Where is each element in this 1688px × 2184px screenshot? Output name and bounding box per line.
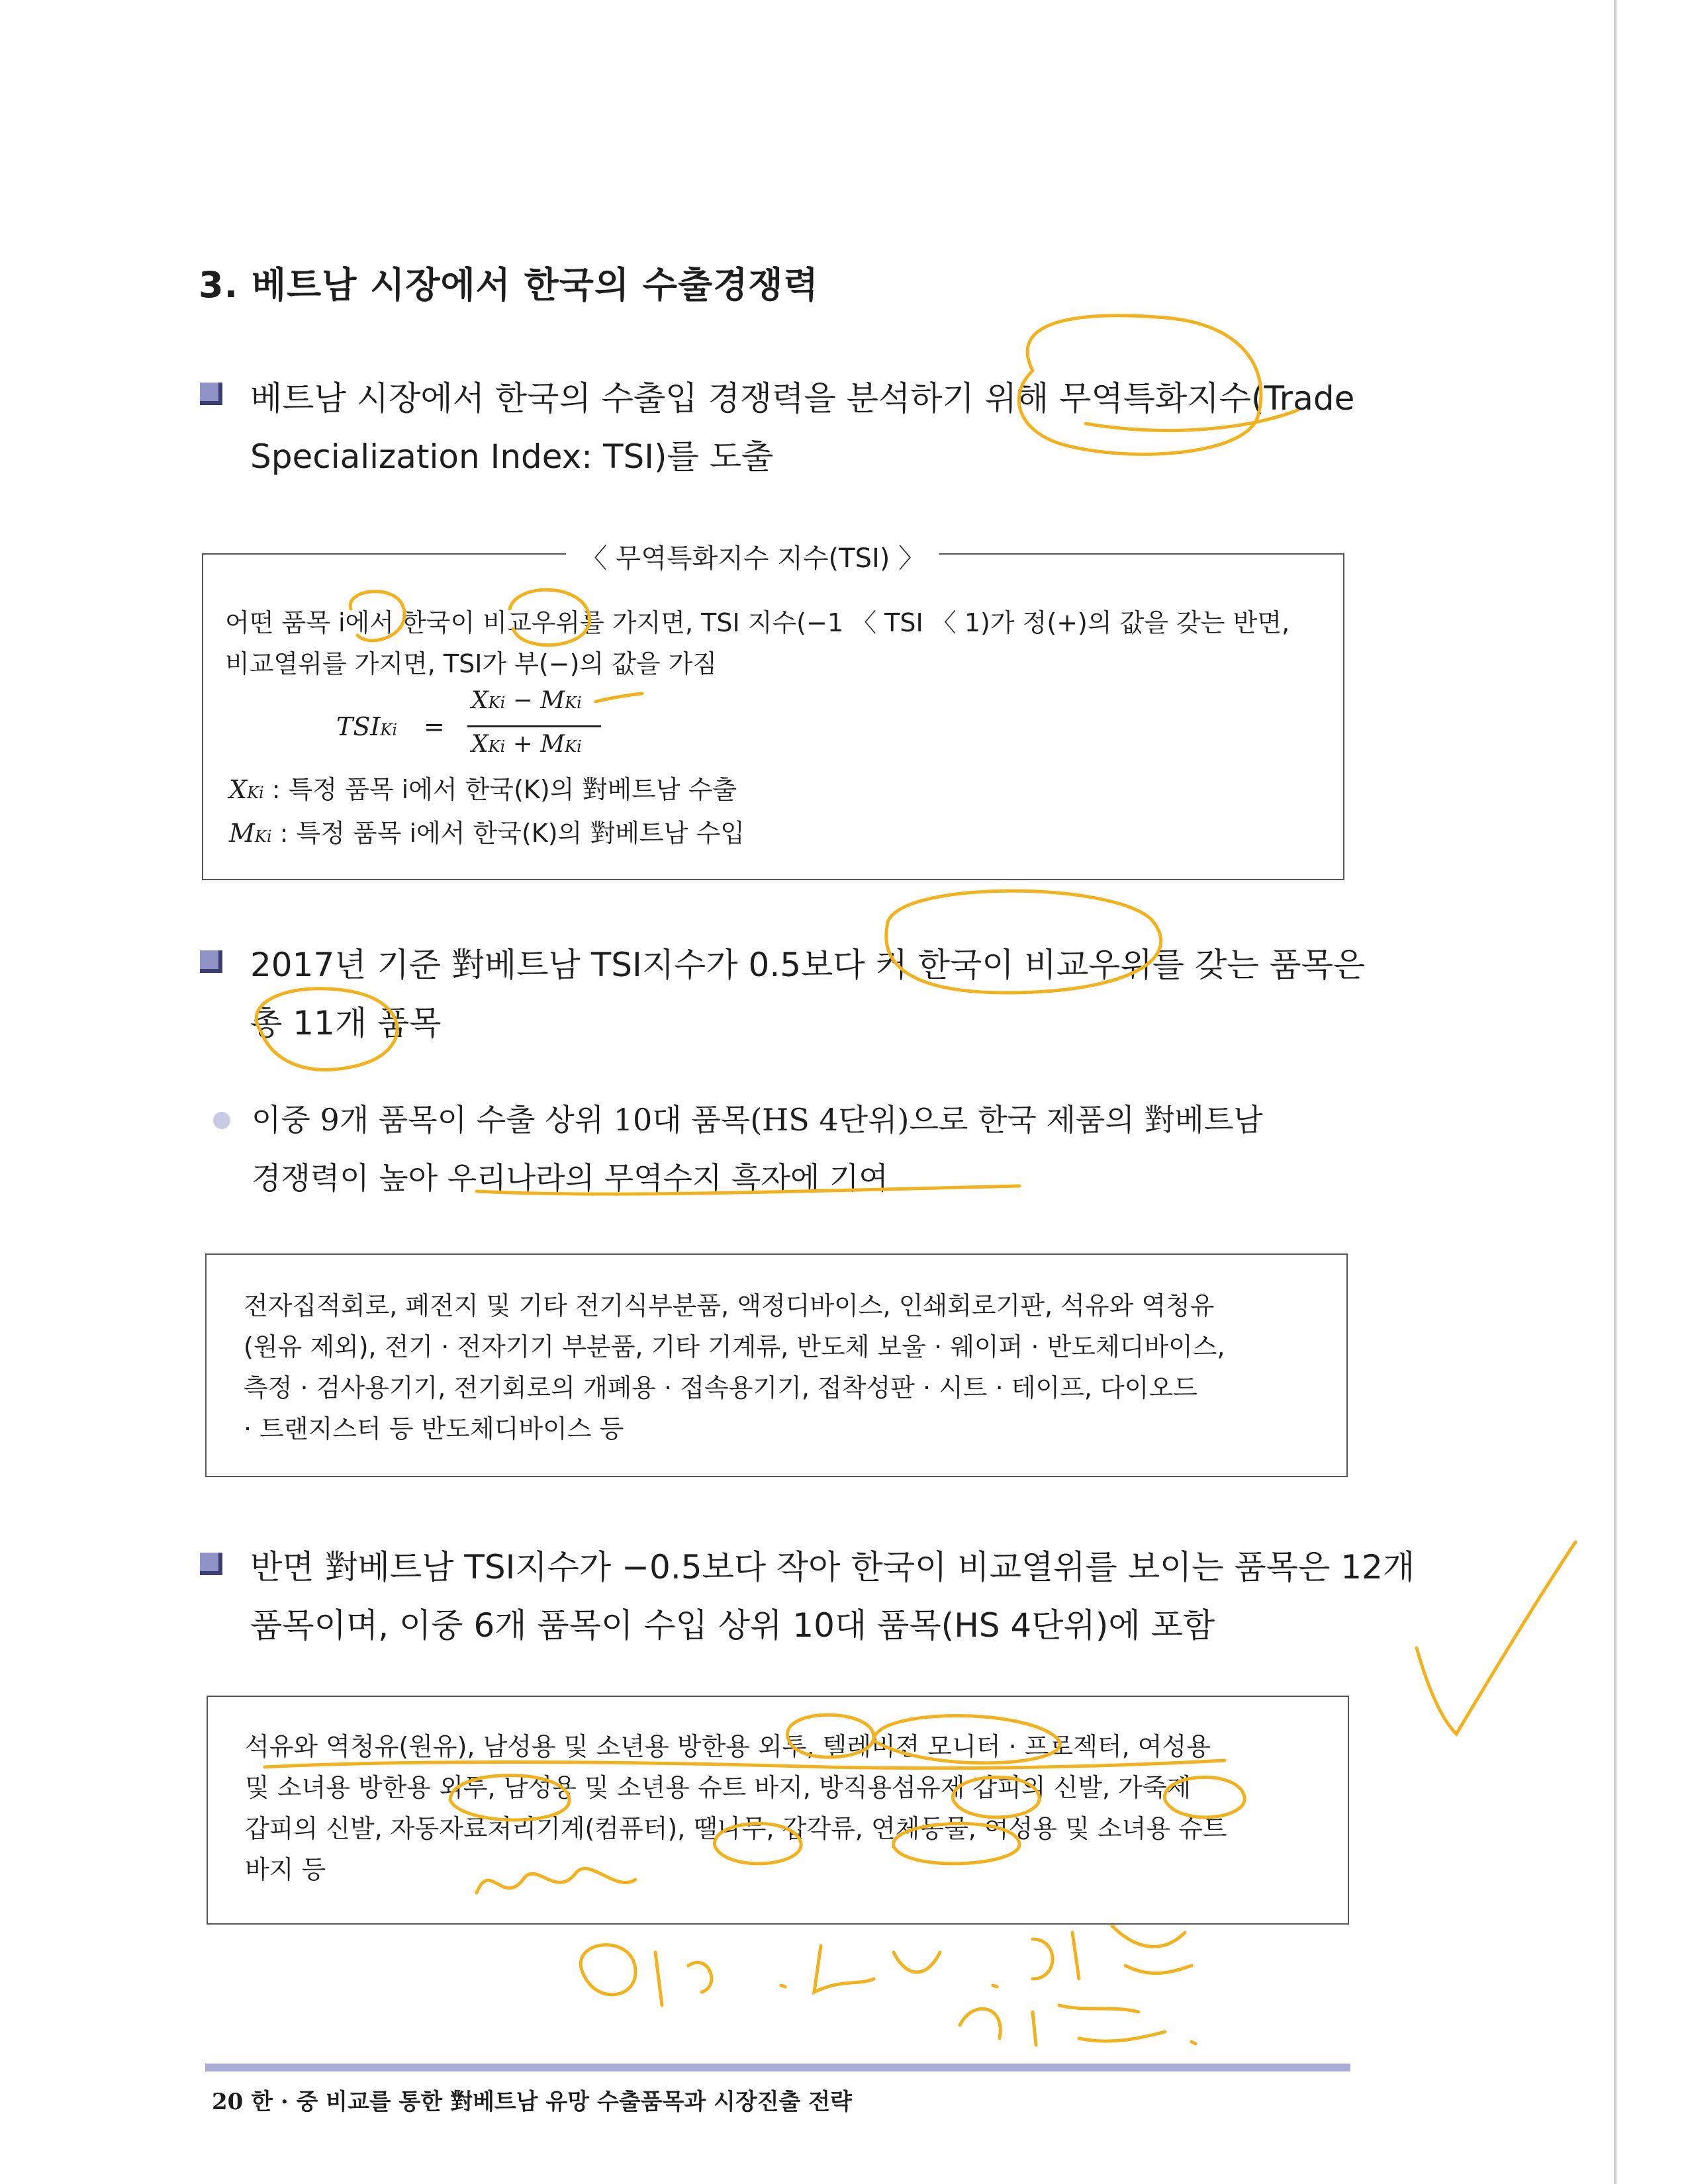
handwritten-scribble xyxy=(581,1926,1192,2005)
bullet3-line1: 반면 對베트남 TSI지수가 −0.5보다 작아 한국이 비교열위를 보이는 품목은 12개 xyxy=(250,1548,1415,1586)
circle-mark xyxy=(953,1777,1039,1817)
check-mark xyxy=(1417,1542,1575,1734)
box3-line3: 갑피의 신발, 자동자료처리기계(컴퓨터), 땔나무, 갑각류, 연체동물, 여성용 및 소녀용 슈트 xyxy=(245,1814,1227,1843)
circle-mark xyxy=(256,989,397,1070)
bullet2-line2: 총 11개 품목 xyxy=(250,1004,442,1042)
tsi-formula-lhs: TSIKi xyxy=(336,712,397,741)
box3-line4: 바지 등 xyxy=(245,1855,326,1884)
footer-text: 20 한 · 중 비교를 통한 對베트남 유망 수출품목과 시장진출 전략 xyxy=(212,2089,852,2115)
circle-mark xyxy=(350,592,404,641)
sub-bullet-line2: 경쟁력이 높아 우리나라의 무역수지 흑자에 기여 xyxy=(252,1160,888,1196)
circle-mark xyxy=(450,1776,569,1821)
box2-line4: · 트랜지스터 등 반도체디바이스 등 xyxy=(244,1414,624,1443)
circle-mark xyxy=(874,1716,1060,1763)
box3-line1: 석유와 역청유(원유), 남성용 및 소년용 방한용 외투, 텔레비젼 모니터 · 프로젝터, 여성용 xyxy=(245,1732,1211,1761)
box3-line2: 및 소녀용 방한용 외투, 남성용 및 소년용 슈트 바지, 방직용섬유제 갑피의 신발, 가죽제 xyxy=(245,1773,1192,1802)
underline-mark xyxy=(1086,410,1297,430)
tsi-desc-line2: 비교열위를 가지면, TSI가 부(−)의 값을 가짐 xyxy=(225,649,718,678)
bullet3-line2: 품목이며, 이중 6개 품목이 수입 상위 10대 품목(HS 4단위)에 포함 xyxy=(250,1606,1215,1645)
circle-mark xyxy=(886,891,1161,993)
box2-line1: 전자집적회로, 폐전지 및 기타 전기식부분품, 액정디바이스, 인쇄회로기판, 석유와 역청유 xyxy=(244,1291,1215,1320)
underline-mark xyxy=(265,1760,1225,1768)
box2-line2: (원유 제외), 전기 · 전자기기 부분품, 기타 기계류, 반도체 보울 · 웨이퍼 · 반도체디바이스, xyxy=(244,1332,1225,1361)
underline-mark xyxy=(477,1186,1019,1194)
circle-mark xyxy=(787,1715,874,1757)
definition-m: MKi : 특정 품목 i에서 한국(K)의 對베트남 수입 xyxy=(229,819,745,848)
circle-mark xyxy=(1164,1777,1244,1817)
handwritten-scribble xyxy=(477,1868,635,1893)
bullet1-line1: 베트남 시장에서 한국의 수출입 경쟁력을 분석하기 위해 무역특화지수(Trade xyxy=(250,379,1355,418)
tsi-box-title: 〈 무역특화지수 지수(TSI) 〉 xyxy=(566,537,939,575)
formula-equals: = xyxy=(424,712,445,741)
underline-mark xyxy=(596,694,642,702)
circle-mark xyxy=(510,590,590,645)
bullet1-line2: Specialization Index: TSI)를 도출 xyxy=(250,437,774,476)
circle-mark xyxy=(894,1823,1019,1864)
circle-mark xyxy=(714,1823,801,1864)
definition-x: XKi : 특정 품목 i에서 한국(K)의 對베트남 수출 xyxy=(229,775,737,804)
section-title: 3. 베트남 시장에서 한국의 수출경쟁력 xyxy=(199,264,819,306)
formula-denominator: XKi + MKi xyxy=(471,731,582,758)
tsi-desc-line1: 어떤 품목 i에서 한국이 비교우위를 가지면, TSI 지수(−1 〈 TSI 〈 1)가 정(+)의 값을 갖는 반면, xyxy=(225,608,1290,637)
circle-mark xyxy=(1019,316,1261,455)
box2-line3: 측정 · 검사용기기, 전기회로의 개폐용 · 접속용기기, 접착성판 · 시트 · 테이프, 다이오드 xyxy=(244,1373,1197,1402)
bullet2-line1: 2017년 기준 對베트남 TSI지수가 0.5보다 커 한국이 비교우위를 갖는 품목은 xyxy=(250,946,1366,984)
formula-numerator: XKi − MKi xyxy=(471,687,582,714)
handwritten-scribble xyxy=(960,2005,1196,2045)
sub-bullet-line1: 이중 9개 품목이 수출 상위 10대 품목(HS 4단위)으로 한국 제품의 對베트남 xyxy=(252,1102,1263,1138)
